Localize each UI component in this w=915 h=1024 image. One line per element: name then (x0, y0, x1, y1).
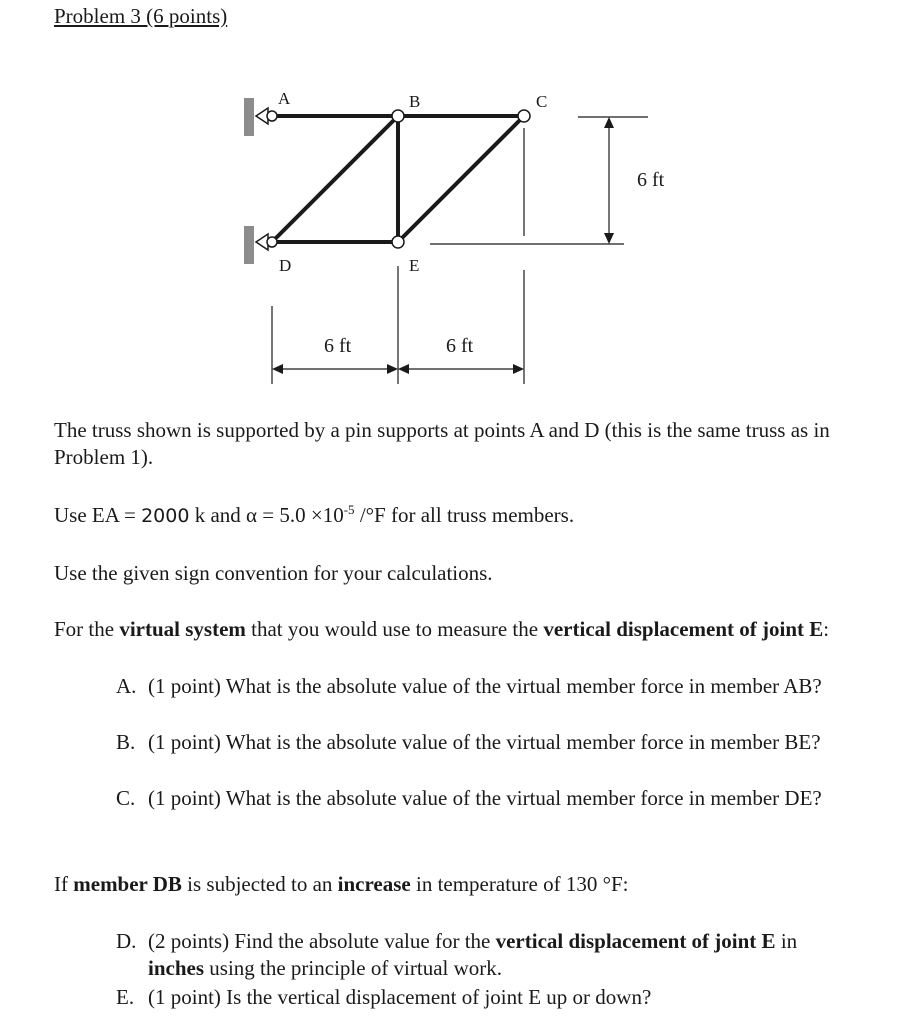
dim-left-arrow-right-icon (387, 364, 398, 374)
problem-title: Problem 3 (6 points) (54, 4, 228, 28)
node-label-b: B (409, 92, 421, 111)
pin-support-a-icon (256, 108, 268, 124)
truss-diagram (0, 0, 915, 400)
dim-right-arrow-left-icon (398, 364, 409, 374)
dim-height-arrow-up-icon (604, 117, 614, 128)
dim-right-label: 6 ft (446, 335, 474, 357)
dim-left-arrow-left-icon (272, 364, 283, 374)
pin-support-d-icon (256, 234, 268, 250)
intro-paragraph: The truss shown is supported by a pin supports at points A and D (this is the same truss as in Problem 1). (54, 418, 830, 469)
joint-b (392, 110, 404, 122)
joint-d (267, 237, 277, 247)
dim-height-label: 6 ft (637, 169, 665, 191)
joint-e (392, 236, 404, 248)
virtual-system-intro: For the virtual system that you would use to measure the vertical displacement of joint E: (54, 617, 830, 641)
support-wall-d (244, 226, 254, 264)
member-ec (398, 116, 524, 242)
node-label-c: C (536, 92, 548, 111)
question-a: A. (1 point) What is the absolute value of the virtual member force in member AB? (116, 674, 822, 698)
node-label-d: D (279, 256, 292, 275)
node-label-e: E (409, 256, 420, 275)
joint-c (518, 110, 530, 122)
sign-convention-line: Use the given sign convention for your calculations. (54, 561, 493, 585)
question-e: E. (1 point) Is the vertical displacement of joint E up or down? (116, 985, 652, 1009)
ea-alpha-line: Use EA = 2000 k and $\alpha = 5.0 \times 10^{-5}$ /°F for all truss members. (54, 502, 575, 527)
question-d: D. (2 points) Find the absolute value for the vertical displacement of joint E in inches using the principle of virtual work. (116, 929, 798, 980)
node-label-a: A (278, 89, 291, 108)
question-b: B. (1 point) What is the absolute value of the virtual member force in member BE? (116, 730, 821, 754)
joint-a (267, 111, 277, 121)
dim-right-arrow-right-icon (513, 364, 524, 374)
question-c: C. (1 point) What is the absolute value of the virtual member force in member DE? (116, 786, 822, 810)
dim-height-arrow-down-icon (604, 233, 614, 244)
temperature-intro: If member DB is subjected to an increase in temperature of 130 °F: (54, 872, 629, 896)
member-db (272, 116, 398, 242)
dim-left-label: 6 ft (324, 335, 352, 357)
support-wall-a (244, 98, 254, 136)
